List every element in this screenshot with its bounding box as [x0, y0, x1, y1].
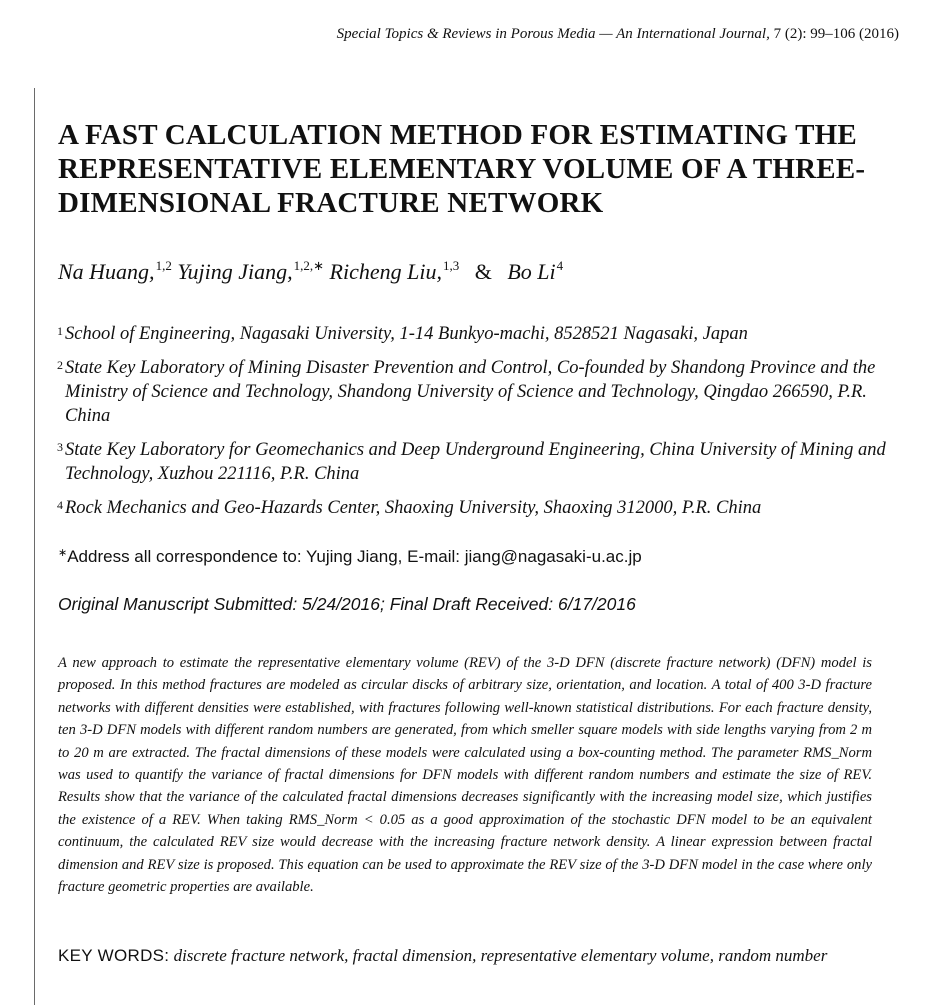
affiliation-1	[58, 322, 898, 346]
manuscript-dates: Original Manuscript Submitted: 5/24/2016; Final Draft Received: 6/17/2016	[58, 594, 636, 614]
author-separator: &	[474, 259, 492, 284]
author-4	[507, 259, 563, 284]
paper-title: A FAST CALCULATION METHOD FOR ESTIMATING THE REPRESENTATIVE ELEMENTARY VOLUME OF A THREE-DIMENSIONAL FRACTURE NETWORK	[58, 119, 866, 219]
affiliation-number: 3	[57, 440, 63, 454]
keywords-list: discrete fracture network, fractal dimension, representative elementary volume, random number	[173, 946, 828, 965]
author-name: Na Huang,	[58, 259, 155, 284]
author-affil-mark: 1,3	[442, 258, 460, 273]
keywords-label: KEY WORDS:	[58, 946, 170, 965]
author-1	[58, 259, 172, 284]
abstract: A new approach to estimate the representative elementary volume (REV) of the 3-D DFN (discrete fracture network) (DFN) model is proposed. In this method fractures are modeled as circular discks of arbitrary size, orientation, and location. A total of 400 3-D fracture networks with different densities were established, with fractures following well-known statistical distributions. For each fracture density, ten 3-D DFN models with different random numbers are generated, from which smeller square models with side lengths varying from 2 m to 20 m are extracted. The fractal dimensions of these models were calculated using a box-counting method. The parameter RMS_Norm was used to quantify the variance of fractal dimensions for DFN models with different random numbers and estimate the size of REV. Results show that the variance of the calculated fractal dimensions decreases significantly with the increasing model size, which justifies the existence of a REV. When taking RMS_Norm < 0.05 as a good approximation of the stochastic DFN model to be an equivalent continuum, the calculated REV size would decrease with the increasing fracture network density. A linear expression between fractal dimension and REV size is proposed. This equation can be used to approximate the REV size of the 3-D DFN model in the case where only fracture geometric properties are available.	[58, 655, 872, 896]
author-name: Yujing Jiang,	[177, 259, 293, 284]
journal-citation: 7 (2): 99–106 (2016)	[773, 26, 899, 42]
correspondence-line	[58, 546, 642, 567]
author-name: Bo Li	[507, 259, 556, 284]
affiliation-3	[58, 438, 898, 486]
author-affil-mark: 1,2,∗	[293, 258, 325, 273]
affiliation-text: State Key Laboratory of Mining Disaster Prevention and Control, Co-founded by Shandong Province and the Ministry of Science and Technology, Shandong University of Science and Technology, Qingdao 266590, P.R. China	[65, 358, 876, 426]
correspondence-text: Address all correspondence to: Yujing Jiang, E-mail: jiang@nagasaki-u.ac.jp	[67, 547, 642, 566]
journal-name: Special Topics & Reviews in Porous Media — An International Journal,	[336, 26, 770, 42]
keywords	[58, 945, 872, 967]
affiliation-number: 2	[57, 358, 63, 372]
affiliation-number: 4	[57, 498, 63, 512]
affiliation-text: State Key Laboratory for Geomechanics and Deep Underground Engineering, China University of Mining and Technology, Xuzhou 221116, P.R. China	[65, 440, 886, 484]
affiliation-text: Rock Mechanics and Geo-Hazards Center, Shaoxing University, Shaoxing 312000, P.R. China	[65, 498, 762, 518]
left-margin-rule	[34, 88, 35, 1005]
author-list	[58, 258, 563, 285]
affiliation-2	[58, 356, 898, 428]
author-3	[330, 259, 460, 284]
journal-header	[337, 26, 899, 43]
author-name: Richeng Liu,	[329, 259, 442, 284]
affiliation-text: School of Engineering, Nagasaki University, 1-14 Bunkyo-machi, 8528521 Nagasaki, Japan	[65, 324, 748, 344]
correspondence-mark: ∗	[58, 547, 68, 559]
affiliation-4	[58, 496, 898, 520]
author-2	[177, 259, 324, 284]
author-affil-mark: 1,2	[155, 258, 172, 273]
affiliation-list	[58, 322, 898, 530]
author-affil-mark: 4	[556, 258, 564, 273]
affiliation-number: 1	[57, 324, 63, 338]
